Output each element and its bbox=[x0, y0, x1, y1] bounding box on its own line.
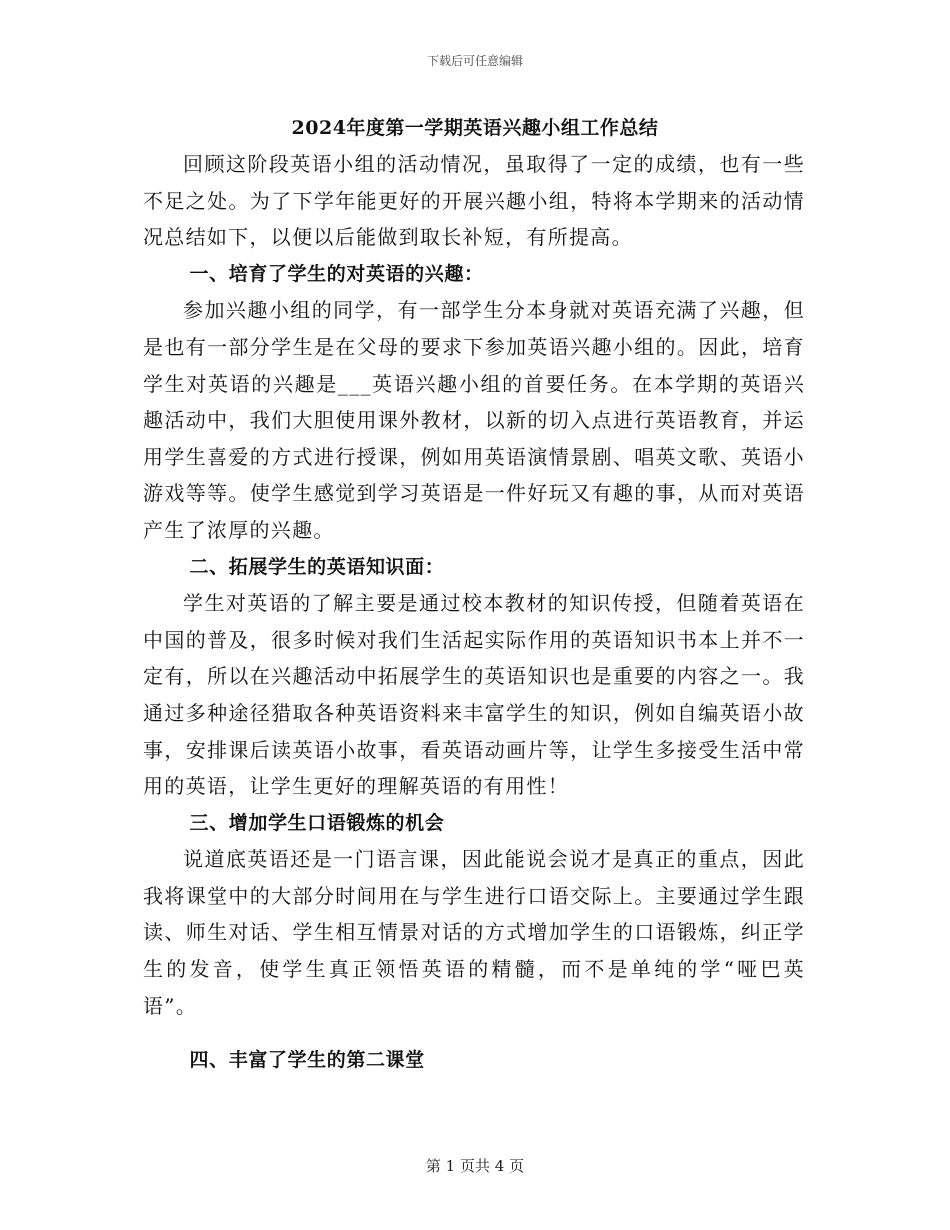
section-4-heading: 四、丰富了学生的第二课堂 bbox=[189, 1049, 425, 1072]
section-1-heading: 一、培育了学生的对英语的兴趣： bbox=[189, 262, 484, 285]
section-3-heading: 三、增加学生口语锻炼的机会 bbox=[189, 811, 445, 834]
section-3-paragraph: 说道底英语还是一门语言课，因此能说会说才是真正的重点，因此我将课堂中的大部分时间用在与学生进行口语交际上。主要通过学生跟读、师生对话、学生相互情景对话的方式增加学生的口语锻炼，纠正学生的发音，使学生真正领悟英语的精髓，而不是单纯的学“哑巴英语”。 bbox=[143, 847, 805, 1018]
section-2-paragraph: 学生对英语的了解主要是通过校本教材的知识传授，但随着英语在中国的普及，很多时候对我们生活起实际作用的英语知识书本上并不一定有，所以在兴趣活动中拓展学生的英语知识也是重要的内容之一。我通过多种途径猎取各种英语资料来丰富学生的知识，例如自编英语小故事，安排课后读英语小故事，看英语动画片等，让学生多接受生活中常用的英语，让学生更好的理解英语的有用性！ bbox=[143, 591, 805, 799]
page-header-note: 下载后可任意编辑 bbox=[426, 54, 523, 68]
page-number: 第 1 页共 4 页 bbox=[425, 1157, 525, 1175]
document-body bbox=[143, 146, 805, 1079]
intro-paragraph: 回顾这阶段英语小组的活动情况，虽取得了一定的成绩，也有一些不足之处。为了下学年能更好的开展兴趣小组，特将本学期来的活动情况总结如下，以便以后能做到取长补短，有所提高。 bbox=[143, 152, 805, 250]
section-1-paragraph: 参加兴趣小组的同学，有一部学生分本身就对英语充满了兴趣，但是也有一部分学生是在父母的要求下参加英语兴趣小组的。因此，培育学生对英语的兴趣是___英语兴趣小组的首要任务。在本学期的英语兴趣活动中，我们大胆使用课外教材，以新的切入点进行英语教育，并运用学生喜爱的方式进行授课，例如用英语演情景剧、唱英文歌、英语小游戏等等。使学生感觉到学习英语是一件好玩又有趣的事，从而对英语产生了浓厚的兴趣。 bbox=[143, 298, 805, 542]
section-2-heading: 二、拓展学生的英语知识面： bbox=[189, 555, 445, 578]
document-title: 2024年度第一学期英语兴趣小组工作总结 bbox=[291, 117, 659, 139]
